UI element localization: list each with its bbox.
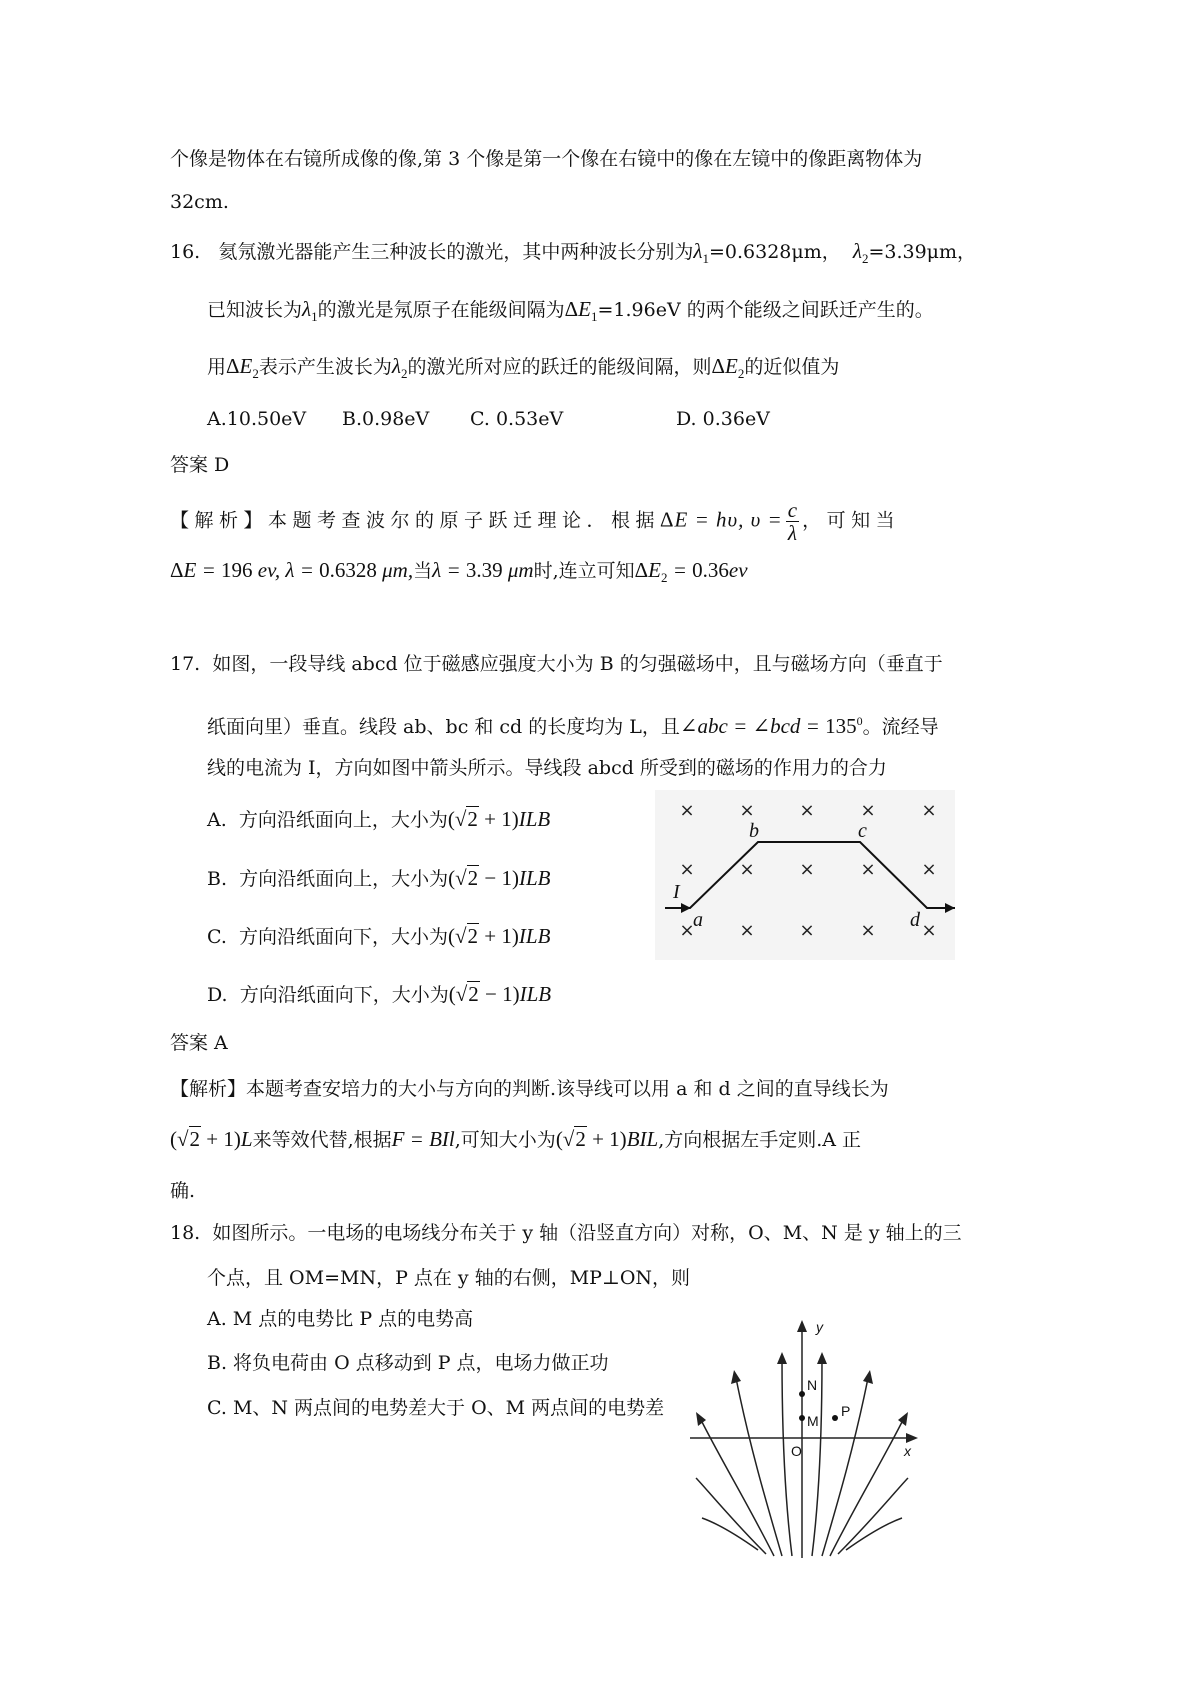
q17-option-a: A. 方向沿纸面向上，大小为(√2 + 1)ILB: [207, 807, 551, 831]
field-cross-mark: ×: [739, 920, 755, 941]
q17-stem-line-3: 线的电流为 I，方向如图中箭头所示。导线段 abcd 所受到的磁场的作用力的合力: [207, 757, 887, 779]
field-cross-mark: ×: [860, 920, 876, 941]
q16-analysis-line-2: ΔE = 196 ev, λ = 0.6328 μm,当λ = 3.39 μm时,连立可知$\Delta E_2 = 0.36ev$: [170, 558, 748, 586]
label-point-P: P: [841, 1403, 851, 1419]
q16-stem-line-1: 16. 氦氖激光器能产生三种波长的激光，其中两种波长分别为$\lambda_1=0.6328\mu m$， $\lambda_2=3.39\mu m$，: [170, 239, 977, 267]
label-point-b: b: [749, 820, 759, 842]
q17-analysis-line-2: (√2 + 1)L来等效代替,根据F = BIl,可知大小为(√2 + 1)BIL,方向根据左手定则.A 正: [170, 1127, 862, 1151]
field-line-arrow: [863, 1370, 873, 1384]
q18-option-c: C. M、N 两点间的电势差大于 O、M 两点间的电势差: [207, 1397, 665, 1419]
label-point-d: d: [910, 909, 920, 931]
x-axis-arrow: [906, 1433, 918, 1443]
electric-field-figure: [690, 1318, 930, 1564]
intro-line-1: 个像是物体在右镜所成像的像,第 3 个像是第一个像在右镜中的像在左镜中的像距离物体为: [170, 148, 923, 170]
q18-stem-line-2: 个点，且 OM=MN，P 点在 y 轴的右侧，MP⊥ON，则: [207, 1267, 691, 1289]
field-line: [696, 1478, 766, 1554]
field-cross-mark: ×: [799, 920, 815, 941]
q17-analysis-line-1: 【解析】本题考查安培力的大小与方向的判断.该导线可以用 a 和 d 之间的直导线长为: [170, 1078, 889, 1100]
label-point-a: a: [693, 909, 703, 931]
label-point-O: O: [791, 1443, 802, 1459]
point-P: [832, 1415, 838, 1421]
label-y-axis: y: [816, 1319, 823, 1335]
field-cross-mark: ×: [679, 800, 695, 821]
q16-stem-line-2: 已知波长为$\lambda_1$的激光是氖原子在能级间隔为$\Delta E_1=1.96eV$ 的两个能级之间跃迁产生的。: [207, 297, 934, 325]
field-cross-mark: ×: [921, 800, 937, 821]
field-line: [838, 1478, 908, 1554]
q17-analysis-line-3: 确.: [170, 1180, 196, 1202]
field-cross-mark: ×: [921, 920, 937, 941]
field-cross-mark: ×: [799, 859, 815, 880]
q18-number: 18.: [170, 1222, 201, 1244]
field-cross-mark: ×: [921, 859, 937, 880]
q17-number: 17.: [170, 653, 201, 675]
y-axis-arrow: [797, 1320, 807, 1332]
label-x-axis: x: [904, 1443, 911, 1459]
q16-option-a: A.10.50eV: [207, 408, 307, 430]
q16-analysis-line-1: 【解析】本题考查波尔的原子跃迁理论．根据ΔE = hυ, υ = $\frac{c}{\lambda}$ ，可知当: [170, 498, 901, 545]
label-point-M: M: [807, 1413, 819, 1429]
field-line: [846, 1518, 902, 1550]
magnetic-field-figure: [655, 790, 955, 960]
label-current-I: I: [673, 881, 680, 903]
q17-answer: 答案 A: [170, 1032, 228, 1054]
q16-number: 16.: [170, 241, 201, 263]
q18-stem-line-1: 18. 如图所示。一电场的电场线分布关于 y 轴（沿竖直方向）对称，O、M、N 是 y 轴上的三: [170, 1222, 962, 1244]
point-M: [799, 1415, 805, 1421]
field-line: [702, 1518, 758, 1550]
field-cross-mark: ×: [679, 859, 695, 880]
field-cross-mark: ×: [679, 920, 695, 941]
q16-option-d: D. 0.36eV: [676, 408, 770, 430]
q18-option-a: A. M 点的电势比 P 点的电势高: [207, 1308, 474, 1330]
q16-answer: 答案 D: [170, 454, 230, 476]
q17-option-b: B. 方向沿纸面向上，大小为(√2 − 1)ILB: [207, 866, 551, 890]
field-cross-mark: ×: [799, 800, 815, 821]
field-line-arrow: [731, 1370, 741, 1384]
field-cross-mark: ×: [739, 800, 755, 821]
q17-option-c: C. 方向沿纸面向下，大小为(√2 + 1)ILB: [207, 924, 551, 948]
field-line-arrow: [777, 1352, 787, 1364]
field-line-arrow: [898, 1412, 908, 1426]
label-point-c: c: [858, 820, 867, 842]
q17-stem-line-1: 17. 如图，一段导线 abcd 位于磁感应强度大小为 B 的匀强磁场中，且与磁场方向（垂直于: [170, 653, 943, 675]
field-line-arrow: [817, 1352, 827, 1364]
field-lines: [696, 1326, 908, 1558]
field-line-arrow: [696, 1412, 706, 1426]
q16-stem-line-3: 用$\Delta E_2$表示产生波长为$\lambda_2$的激光所对应的跃迁的能级间隔，则$\Delta E_2$的近似值为: [207, 354, 840, 382]
q17-option-d: D. 方向沿纸面向下，大小为(√2 − 1)ILB: [207, 982, 552, 1006]
field-cross-mark: ×: [739, 859, 755, 880]
intro-line-2: 32cm.: [170, 191, 229, 213]
field-cross-mark: ×: [860, 800, 876, 821]
q16-option-c: C. 0.53eV: [470, 408, 564, 430]
label-point-N: N: [807, 1377, 818, 1393]
q18-option-b: B. 将负电荷由 O 点移动到 P 点，电场力做正功: [207, 1352, 609, 1374]
q17-stem-line-2: 纸面向里）垂直。线段 ab、bc 和 cd 的长度均为 L，且∠abc = ∠bcd = $135^0$。流经导: [207, 714, 939, 738]
q16-option-b: B.0.98eV: [342, 408, 430, 430]
field-cross-mark: ×: [860, 859, 876, 880]
point-N: [799, 1391, 805, 1397]
